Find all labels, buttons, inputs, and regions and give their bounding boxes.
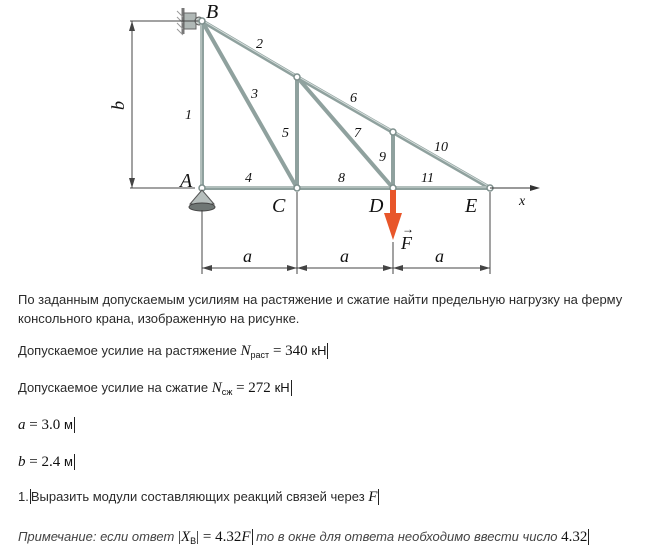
compression-line bbox=[18, 378, 292, 402]
dimension-b bbox=[129, 21, 200, 188]
a-value: a = 3.0 м bbox=[18, 417, 73, 433]
dim-label-a-1: a bbox=[243, 246, 252, 266]
note-expression: $|X_B| = 4.32F$ bbox=[177, 529, 251, 546]
pin-support-a bbox=[189, 190, 215, 211]
member-3 bbox=[202, 21, 297, 188]
load-arrow-f bbox=[384, 190, 402, 240]
member-label-11: 11 bbox=[421, 171, 434, 186]
force-label-arrow: → bbox=[402, 222, 414, 236]
joint-c bbox=[294, 185, 300, 191]
member-label-5: 5 bbox=[282, 126, 289, 141]
member-label-7: 7 bbox=[354, 126, 361, 141]
dim-label-b: b bbox=[108, 101, 128, 110]
node-label-c: C bbox=[272, 195, 286, 217]
tension-label: Допускаемое усилие на растяжение bbox=[18, 343, 237, 358]
joint-top-d bbox=[390, 129, 396, 135]
joint-b bbox=[199, 18, 205, 24]
compression-value: $N_{сж} = 272$ кН bbox=[211, 380, 290, 397]
member-7 bbox=[297, 77, 393, 188]
task-symbol: F bbox=[368, 489, 378, 505]
tension-value: $N_{раст} = 340$ кН bbox=[240, 343, 327, 360]
member-label-8: 8 bbox=[338, 171, 345, 186]
note-suffix: то в окне для ответа необходимо ввести число bbox=[256, 529, 558, 544]
node-label-a: A bbox=[180, 170, 193, 192]
force-label-f: F bbox=[401, 233, 412, 253]
task-line bbox=[18, 487, 379, 507]
a-value-line bbox=[18, 415, 75, 435]
tension-line bbox=[18, 341, 328, 365]
compression-label: Допускаемое усилие на сжатие bbox=[18, 380, 209, 395]
joint-top-c bbox=[294, 74, 300, 80]
member-label-2: 2 bbox=[256, 37, 263, 52]
note-prefix: Примечание: если ответ bbox=[18, 529, 175, 544]
member-label-6: 6 bbox=[350, 91, 357, 106]
task-text: Выразить модули составляющих реакций связей через bbox=[30, 489, 365, 504]
member-label-1: 1 bbox=[185, 108, 192, 123]
node-label-d: D bbox=[369, 195, 384, 217]
member-label-3: 3 bbox=[251, 87, 258, 102]
note-line bbox=[18, 527, 589, 551]
problem-statement: По заданным допускаемым усилиям на растяжение и сжатие найти предельную нагрузку на ферму консольного крана, изображенную на рисунке. bbox=[18, 292, 623, 326]
node-label-b: B bbox=[206, 1, 219, 23]
b-value: b = 2.4 м bbox=[18, 454, 73, 470]
b-value-line bbox=[18, 452, 75, 472]
member-label-9: 9 bbox=[379, 150, 386, 165]
x-axis bbox=[490, 185, 540, 191]
task-number: 1. bbox=[18, 489, 29, 504]
note-number: 4.32 bbox=[561, 529, 588, 545]
node-label-e: E bbox=[465, 195, 478, 217]
dim-label-a-3: a bbox=[435, 246, 444, 266]
member-label-4: 4 bbox=[245, 171, 252, 186]
dim-label-a-2: a bbox=[340, 246, 349, 266]
axis-label-x: x bbox=[519, 194, 526, 209]
member-label-10: 10 bbox=[434, 140, 448, 155]
